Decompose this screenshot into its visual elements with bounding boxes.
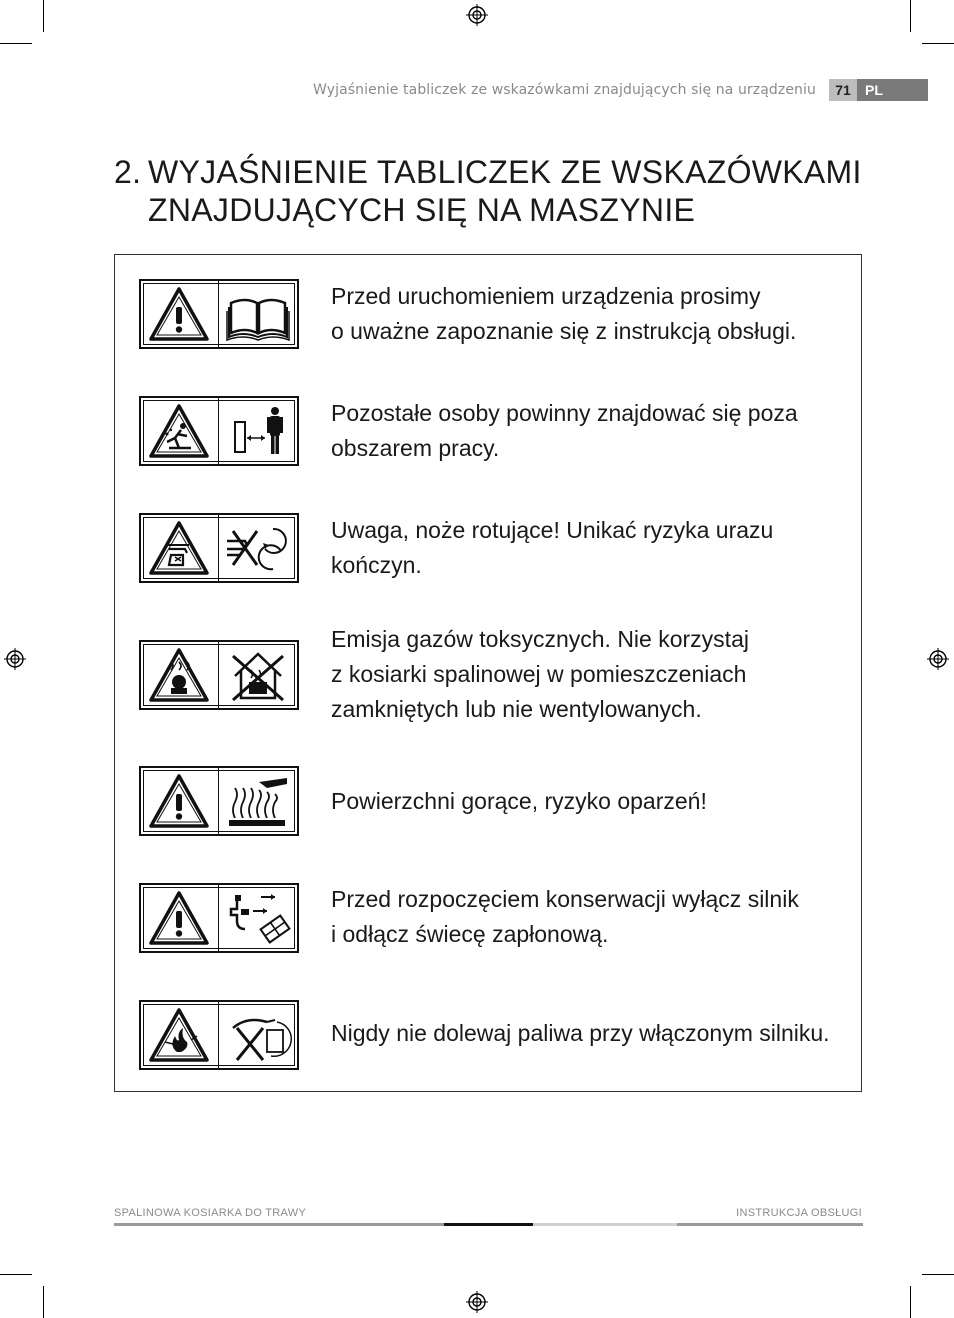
description-line: Powierzchni gorące, ryzyko oparzeń! bbox=[331, 788, 707, 814]
footer-rule bbox=[677, 1223, 863, 1226]
footer-rule bbox=[533, 1223, 677, 1226]
crop-mark bbox=[910, 0, 911, 32]
description-line: kończyn. bbox=[331, 552, 422, 578]
registration-mark-icon bbox=[4, 648, 26, 670]
section-number: 2. bbox=[114, 154, 142, 190]
warning-sign bbox=[139, 396, 299, 466]
warning-signs-table bbox=[114, 254, 862, 1092]
sign-description bbox=[331, 622, 851, 727]
crop-mark bbox=[0, 43, 32, 44]
section-title bbox=[114, 153, 894, 229]
description-line: o uważne zapoznanie się z instrukcją obsługi. bbox=[331, 318, 797, 344]
registration-mark-icon bbox=[927, 648, 949, 670]
description-line: Pozostałe osoby powinny znajdować się poza bbox=[331, 400, 798, 426]
registration-mark-icon bbox=[466, 4, 488, 26]
sign-description bbox=[331, 513, 851, 583]
hot-surface-icon bbox=[223, 772, 293, 830]
footer-rule bbox=[444, 1223, 533, 1226]
registration-mark-icon bbox=[466, 1291, 488, 1313]
description-line: obszarem pracy. bbox=[331, 435, 500, 461]
rotating-blades-icon bbox=[223, 519, 293, 577]
description-line: Przed rozpoczęciem konserwacji wyłącz silnik bbox=[331, 886, 799, 912]
sign-description bbox=[331, 1016, 851, 1051]
toxic-fumes-icon bbox=[223, 646, 293, 704]
sign-description bbox=[331, 784, 851, 819]
warning-sign bbox=[139, 279, 299, 349]
keep-bystanders-away-icon bbox=[223, 402, 293, 460]
warning-sign bbox=[139, 640, 299, 710]
section-title-line: ZNAJDUJĄCYCH SIĘ NA MASZYNIE bbox=[148, 192, 696, 228]
crop-mark bbox=[43, 1286, 44, 1318]
sign-description bbox=[331, 279, 851, 349]
warning-sign bbox=[139, 1000, 299, 1070]
disconnect-spark-plug-icon bbox=[223, 889, 293, 947]
description-line: Przed uruchomieniem urządzenia prosimy bbox=[331, 283, 761, 309]
fire-hazard-warning-icon bbox=[147, 1006, 211, 1064]
footer-product-name: SPALINOWA KOSIARKA DO TRAWY bbox=[114, 1207, 307, 1219]
description-line: z kosiarki spalinowej w pomieszczeniach bbox=[331, 661, 747, 687]
crop-mark bbox=[0, 1274, 32, 1275]
description-line: i odłącz świecę zapłonową. bbox=[331, 921, 609, 947]
crop-mark bbox=[43, 0, 44, 32]
section-title-line: WYJAŚNIENIE TABLICZEK ZE WSKAZÓWKAMI bbox=[148, 154, 862, 190]
warning-sign bbox=[139, 766, 299, 836]
crop-mark bbox=[910, 1286, 911, 1318]
warning-triangle-icon bbox=[147, 285, 211, 343]
description-line: zamkniętych lub nie wentylowanych. bbox=[331, 696, 702, 722]
footer-document-type: INSTRUKCJA OBSŁUGI bbox=[736, 1207, 862, 1219]
crop-mark bbox=[922, 43, 954, 44]
sign-description bbox=[331, 396, 851, 466]
toxic-gas-warning-icon bbox=[147, 646, 211, 704]
running-header: Wyjaśnienie tabliczek ze wskazówkami znajdujących się na urządzeniu bbox=[313, 82, 816, 98]
blade-cut-warning-icon bbox=[147, 519, 211, 577]
warning-sign bbox=[139, 513, 299, 583]
warning-sign bbox=[139, 883, 299, 953]
crop-mark bbox=[922, 1274, 954, 1275]
description-line: Emisja gazów toksycznych. Nie korzystaj bbox=[331, 626, 749, 652]
footer-rule bbox=[114, 1223, 444, 1226]
flying-debris-warning-icon bbox=[147, 402, 211, 460]
sign-description bbox=[331, 882, 851, 952]
warning-triangle-icon bbox=[147, 889, 211, 947]
warning-triangle-icon bbox=[147, 772, 211, 830]
description-line: Nigdy nie dolewaj paliwa przy włączonym silniku. bbox=[331, 1020, 830, 1046]
language-badge: PL bbox=[857, 79, 928, 101]
no-refuel-running-icon bbox=[223, 1006, 293, 1064]
read-manual-icon bbox=[223, 285, 293, 343]
description-line: Uwaga, noże rotujące! Unikać ryzyka urazu bbox=[331, 517, 774, 543]
page-number: 71 bbox=[829, 79, 857, 101]
